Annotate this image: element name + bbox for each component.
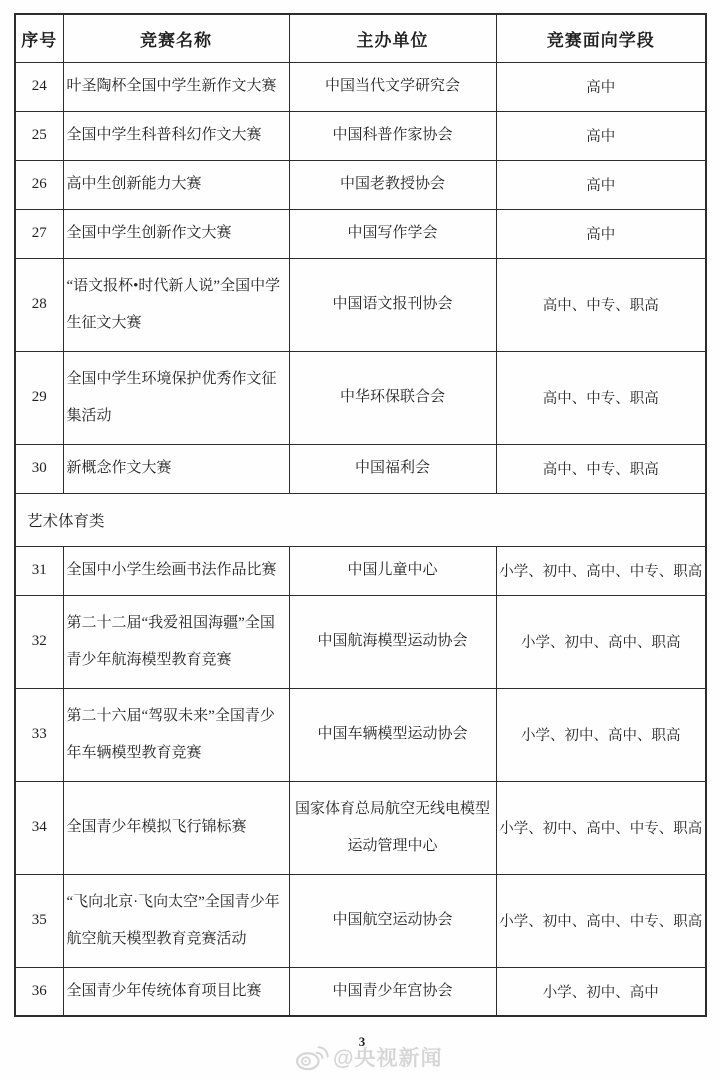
cell-target-stage: 高中 bbox=[496, 209, 706, 258]
cell-competition-name: 第二十二届“我爱祖国海疆”全国青少年航海模型教育竞赛 bbox=[63, 595, 289, 688]
table-row bbox=[15, 351, 706, 444]
cell-serial-number: 28 bbox=[15, 258, 63, 351]
cell-competition-name: 高中生创新能力大赛 bbox=[63, 160, 289, 209]
cell-target-stage: 高中 bbox=[496, 111, 706, 160]
cell-serial-number: 33 bbox=[15, 688, 63, 781]
cell-competition-name: 全国中学生科普科幻作文大赛 bbox=[63, 111, 289, 160]
table-row bbox=[15, 874, 706, 967]
competition-table bbox=[14, 13, 707, 1017]
cell-organizer: 中国语文报刊协会 bbox=[289, 258, 496, 351]
cell-serial-number: 29 bbox=[15, 351, 63, 444]
cell-target-stage: 小学、初中、高中、中专、职高 bbox=[496, 781, 706, 874]
cell-target-stage: 小学、初中、高中、中专、职高 bbox=[496, 546, 706, 595]
cell-organizer: 中国儿童中心 bbox=[289, 546, 496, 595]
page-number: 3 bbox=[358, 1034, 366, 1049]
table-header-row bbox=[15, 14, 706, 62]
cell-serial-number: 24 bbox=[15, 62, 63, 111]
cell-serial-number: 27 bbox=[15, 209, 63, 258]
header-organizer: 主办单位 bbox=[289, 14, 496, 62]
cell-serial-number: 32 bbox=[15, 595, 63, 688]
cell-competition-name: 全国青少年模拟飞行锦标赛 bbox=[63, 781, 289, 874]
table-row bbox=[15, 160, 706, 209]
header-serial-number: 序号 bbox=[15, 14, 63, 62]
cell-serial-number: 30 bbox=[15, 444, 63, 493]
cell-target-stage: 高中 bbox=[496, 160, 706, 209]
cell-target-stage: 高中 bbox=[496, 62, 706, 111]
table-row bbox=[15, 688, 706, 781]
table-row bbox=[15, 546, 706, 595]
cell-competition-name: 全国中学生环境保护优秀作文征集活动 bbox=[63, 351, 289, 444]
cell-competition-name: 全国中小学生绘画书法作品比赛 bbox=[63, 546, 289, 595]
table-row bbox=[15, 967, 706, 1016]
cell-serial-number: 34 bbox=[15, 781, 63, 874]
cell-serial-number: 35 bbox=[15, 874, 63, 967]
cell-competition-name: 新概念作文大赛 bbox=[63, 444, 289, 493]
cell-competition-name: 全国青少年传统体育项目比赛 bbox=[63, 967, 289, 1016]
cell-serial-number: 26 bbox=[15, 160, 63, 209]
watermark bbox=[295, 1042, 442, 1072]
cell-competition-name: “飞向北京·飞向太空”全国青少年航空航天模型教育竞赛活动 bbox=[63, 874, 289, 967]
cell-target-stage: 小学、初中、高中 bbox=[496, 967, 706, 1016]
table-row bbox=[15, 781, 706, 874]
table-row bbox=[15, 111, 706, 160]
cell-serial-number: 25 bbox=[15, 111, 63, 160]
weibo-icon bbox=[295, 1043, 329, 1071]
header-competition-name: 竞赛名称 bbox=[63, 14, 289, 62]
cell-organizer: 中国写作学会 bbox=[289, 209, 496, 258]
cell-organizer: 中国福利会 bbox=[289, 444, 496, 493]
table-row bbox=[15, 209, 706, 258]
cell-serial-number: 36 bbox=[15, 967, 63, 1016]
header-target-stage: 竞赛面向学段 bbox=[496, 14, 706, 62]
cell-competition-name: 叶圣陶杯全国中学生新作文大赛 bbox=[63, 62, 289, 111]
cell-target-stage: 小学、初中、高中、职高 bbox=[496, 595, 706, 688]
cell-organizer: 中国老教授协会 bbox=[289, 160, 496, 209]
cell-organizer: 中国科普作家协会 bbox=[289, 111, 496, 160]
watermark-text: @央视新闻 bbox=[333, 1047, 443, 1070]
cell-serial-number: 31 bbox=[15, 546, 63, 595]
table-row bbox=[15, 444, 706, 493]
section-label: 艺术体育类 bbox=[15, 493, 706, 546]
cell-target-stage: 小学、初中、高中、职高 bbox=[496, 688, 706, 781]
cell-organizer: 中国航空运动协会 bbox=[289, 874, 496, 967]
cell-target-stage: 高中、中专、职高 bbox=[496, 258, 706, 351]
cell-target-stage: 高中、中专、职高 bbox=[496, 351, 706, 444]
cell-organizer: 中国航海模型运动协会 bbox=[289, 595, 496, 688]
cell-organizer: 中国车辆模型运动协会 bbox=[289, 688, 496, 781]
cell-competition-name: “语文报杯•时代新人说”全国中学生征文大赛 bbox=[63, 258, 289, 351]
cell-organizer: 国家体育总局航空无线电模型运动管理中心 bbox=[289, 781, 496, 874]
cell-target-stage: 高中、中专、职高 bbox=[496, 444, 706, 493]
cell-organizer: 中国青少年宫协会 bbox=[289, 967, 496, 1016]
table-row bbox=[15, 595, 706, 688]
page-footer bbox=[0, 1030, 720, 1080]
section-row bbox=[15, 493, 706, 546]
cell-target-stage: 小学、初中、高中、中专、职高 bbox=[496, 874, 706, 967]
table-row bbox=[15, 258, 706, 351]
table-row bbox=[15, 62, 706, 111]
cell-competition-name: 第二十六届“驾驭未来”全国青少年车辆模型教育竞赛 bbox=[63, 688, 289, 781]
cell-organizer: 中国当代文学研究会 bbox=[289, 62, 496, 111]
cell-competition-name: 全国中学生创新作文大赛 bbox=[63, 209, 289, 258]
cell-organizer: 中华环保联合会 bbox=[289, 351, 496, 444]
